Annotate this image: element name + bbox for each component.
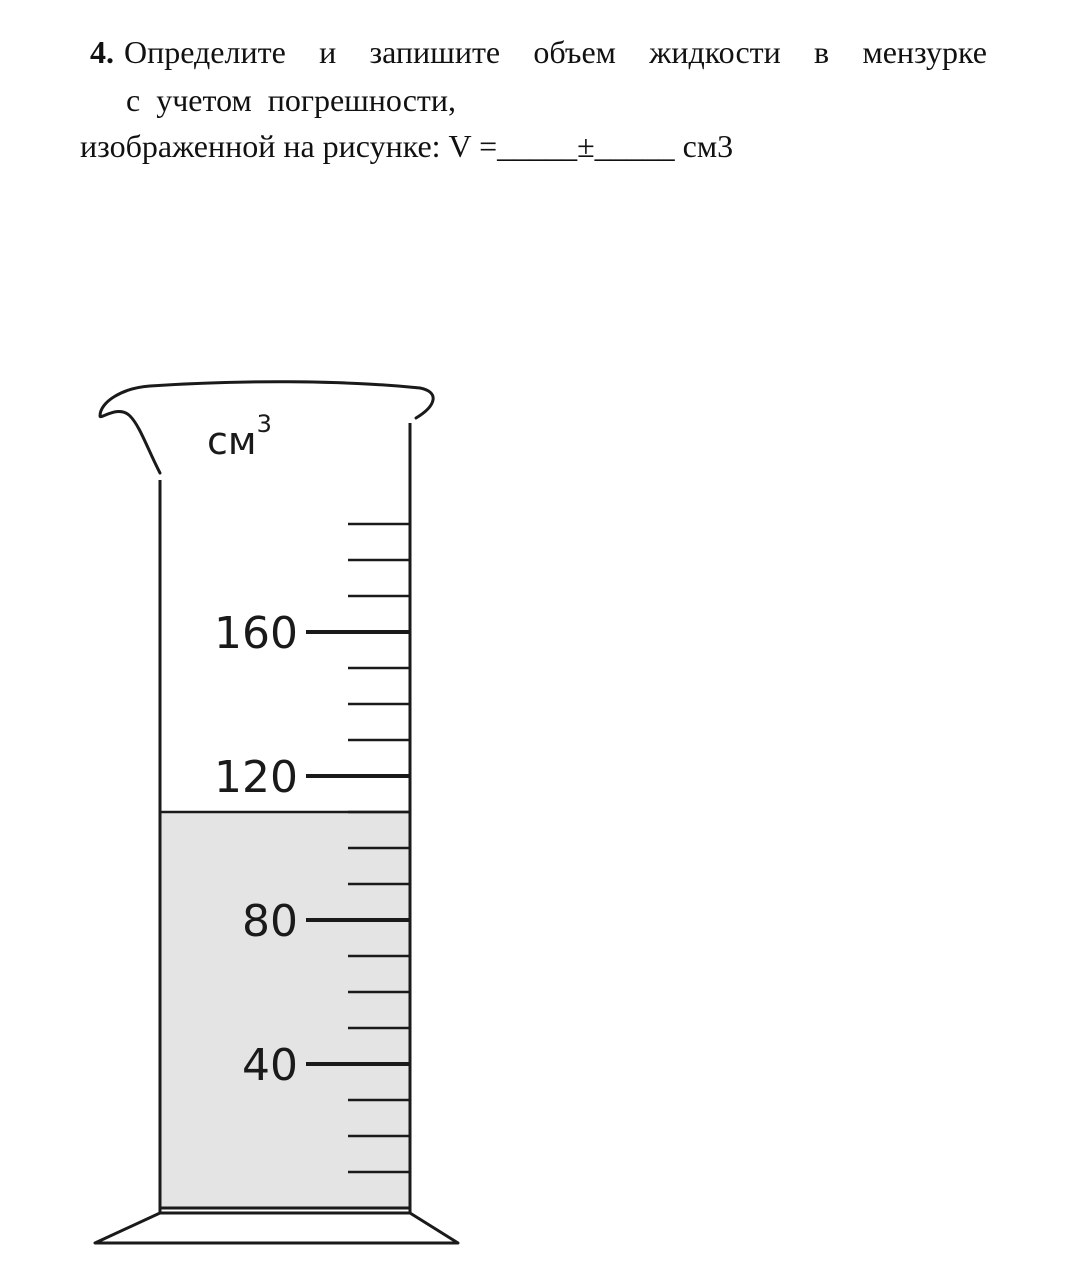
cylinder-base (95, 1213, 458, 1243)
unit-label-text: см (207, 419, 257, 463)
task-line-3: изображенной на рисунке: V =_____±_____ см3 (80, 128, 734, 164)
scale-label: 40 (242, 1040, 298, 1091)
scale-label: 80 (242, 896, 298, 947)
measuring-cylinder (0, 360, 520, 1260)
task-line-1 (90, 32, 987, 72)
scale-label: 160 (214, 608, 298, 659)
task-word: запишите (369, 34, 501, 70)
task-word: и (319, 34, 337, 70)
task-line-1-first (90, 32, 286, 72)
liquid-fill (160, 812, 410, 1208)
task-line-2: с учетом погрешности, (126, 82, 457, 118)
task-word: в (814, 34, 830, 70)
task-word: объем (533, 34, 616, 70)
unit-label (207, 410, 272, 463)
task-word: жидкости (649, 34, 781, 70)
unit-superscript: 3 (256, 410, 272, 438)
task-word: мензурке (862, 34, 987, 70)
task-word: Определите (124, 34, 286, 70)
measuring-cylinder-figure (0, 360, 520, 1260)
task-number: 4. (90, 34, 114, 70)
task-text (0, 0, 1079, 200)
scale-label: 120 (214, 752, 298, 803)
